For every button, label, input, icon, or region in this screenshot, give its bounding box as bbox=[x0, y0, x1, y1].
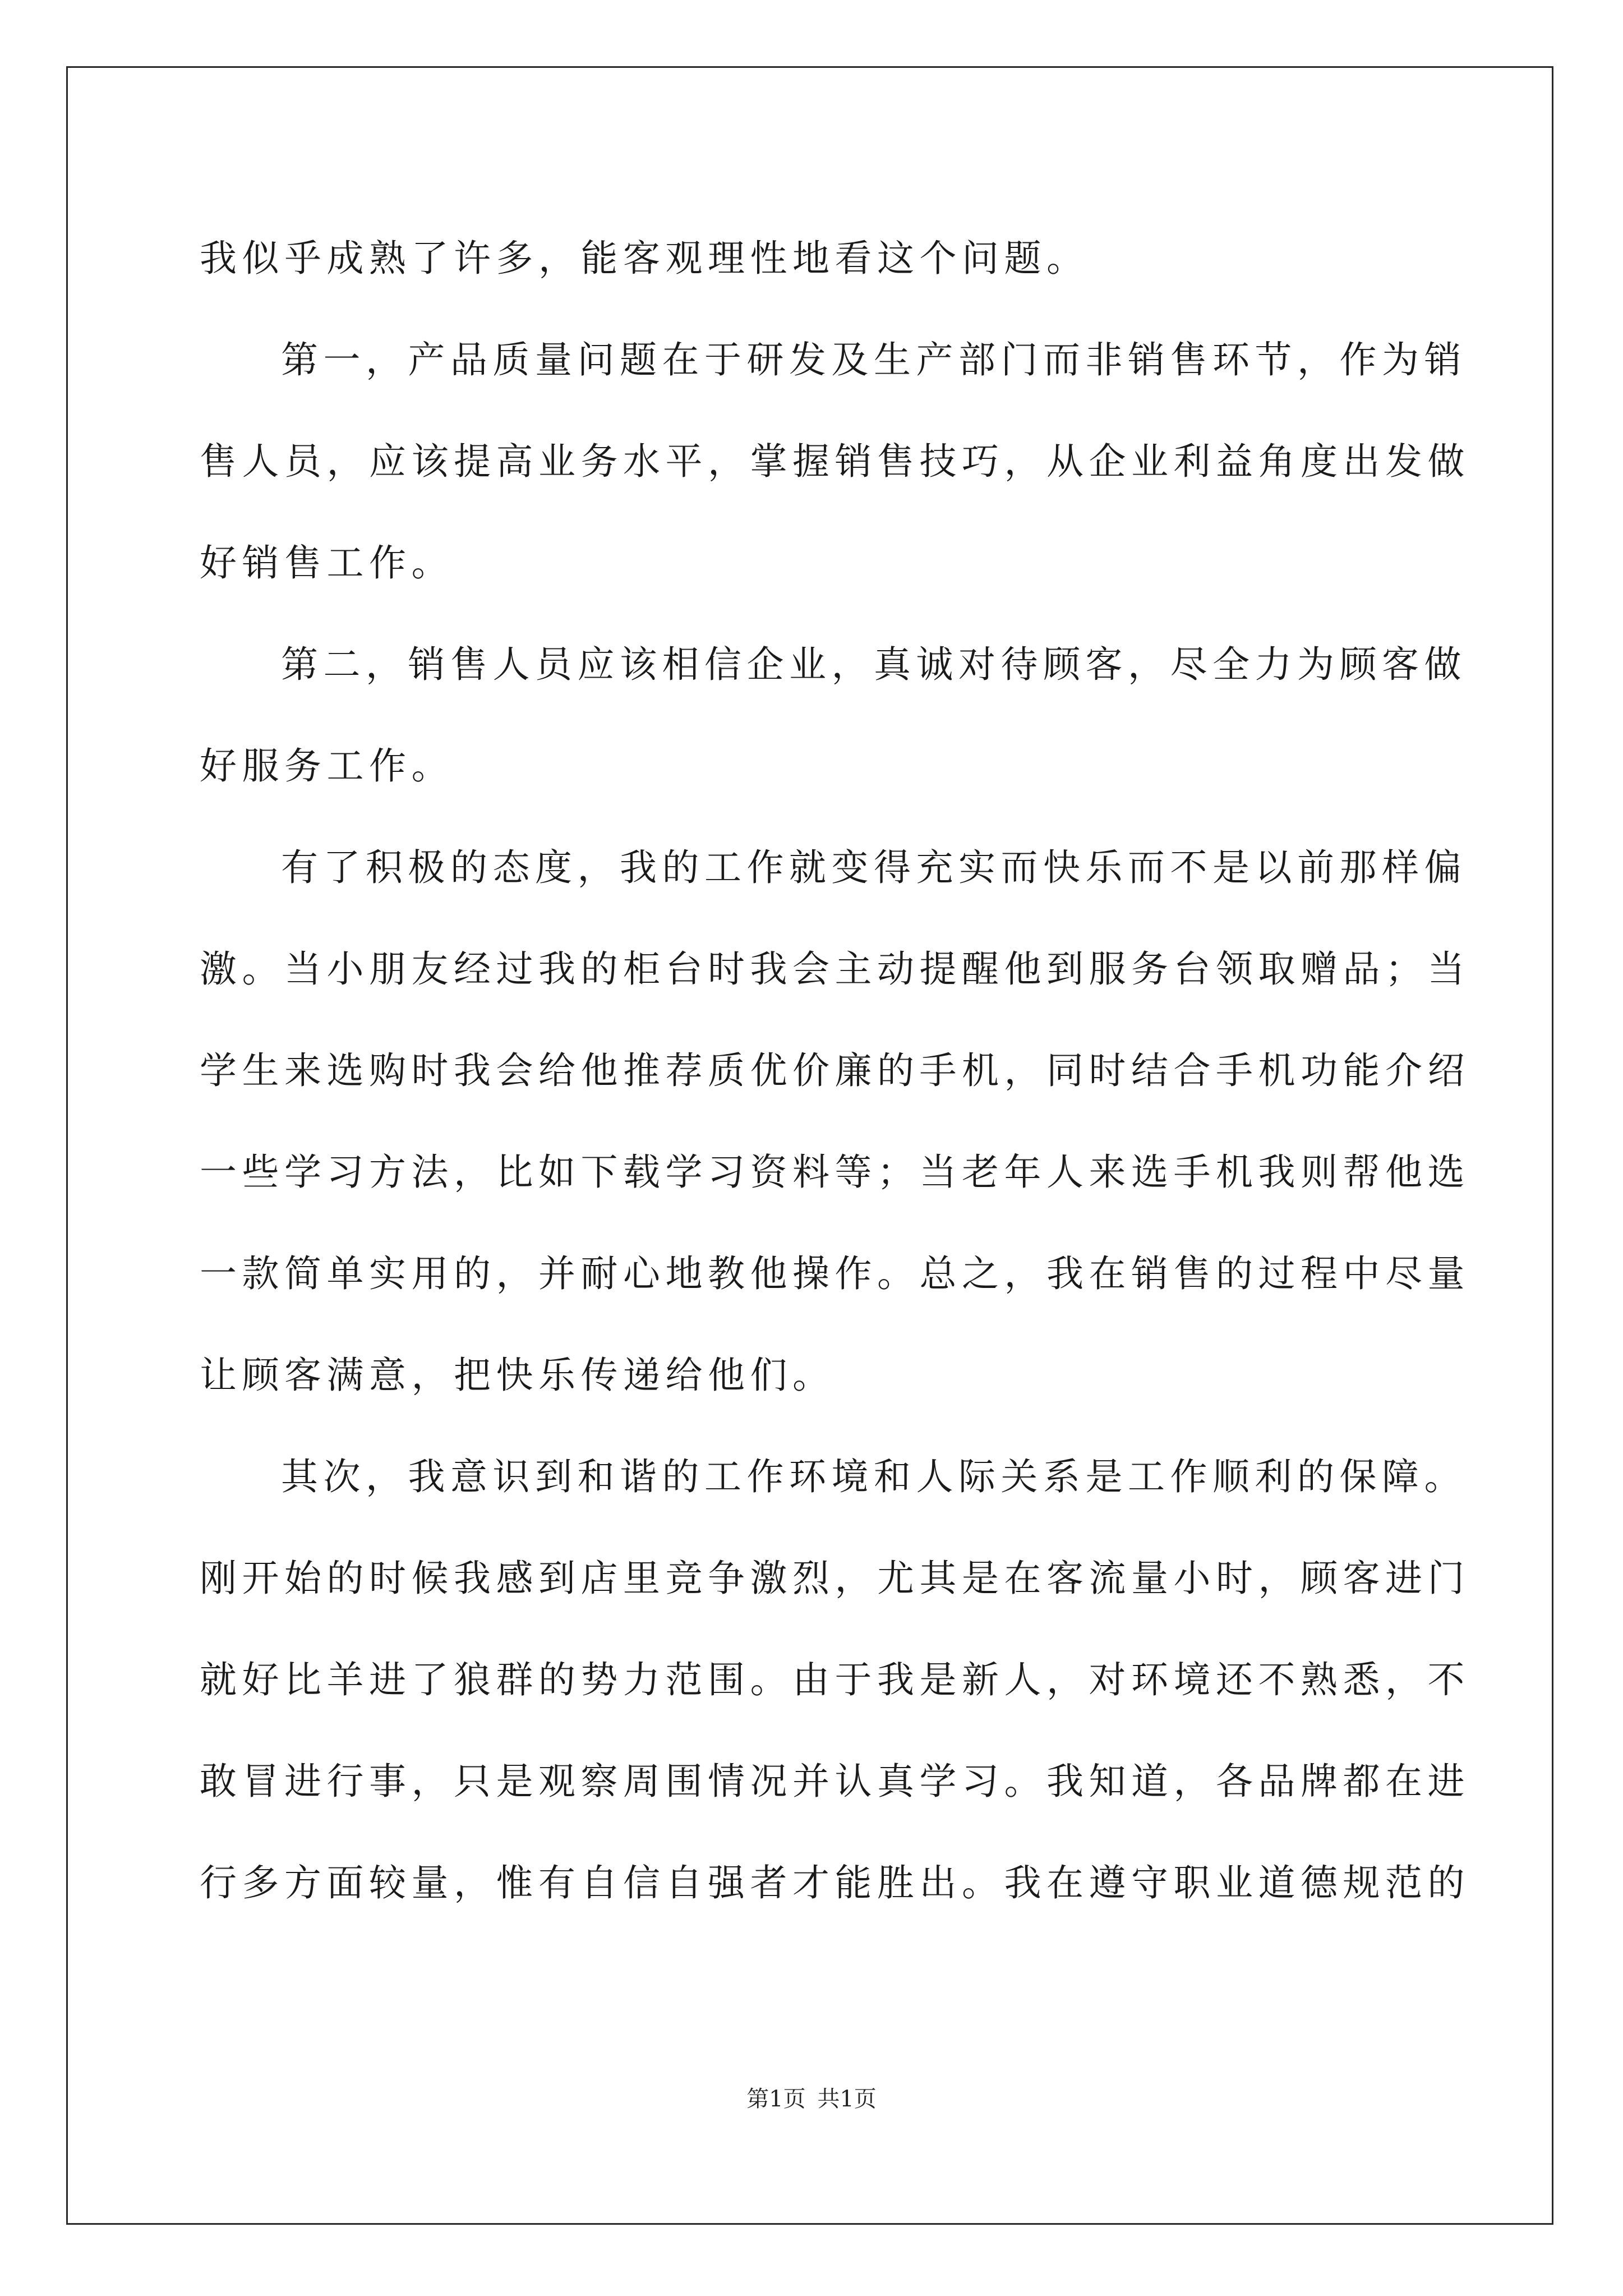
text-line: 好销售工作。 bbox=[200, 541, 454, 585]
text-line: 一些学习方法，比如下载学习资料等；当老年人来选手机我则帮他选 bbox=[200, 1151, 1470, 1194]
text-line: 第一，产品质量问题在于研发及生产部门而非销售环节，作为销 bbox=[281, 338, 1467, 381]
text-line: 好服务工作。 bbox=[200, 744, 454, 788]
text-line: 行多方面较量，惟有自信自强者才能胜出。我在遵守职业道德规范的 bbox=[200, 1861, 1470, 1904]
text-line: 有了积极的态度，我的工作就变得充实而快乐而不是以前那样偏 bbox=[281, 846, 1467, 889]
text-line: 其次，我意识到和谐的工作环境和人际关系是工作顺利的保障。 bbox=[281, 1455, 1467, 1498]
text-line: 敢冒进行事，只是观察周围情况并认真学习。我知道，各品牌都在进 bbox=[200, 1760, 1470, 1803]
text-line: 学生来选购时我会给他推荐质优价廉的手机，同时结合手机功能介绍 bbox=[200, 1049, 1470, 1092]
document-body bbox=[200, 208, 1470, 1934]
text-line: 激。当小朋友经过我的柜台时我会主动提醒他到服务台领取赠品；当 bbox=[200, 947, 1470, 991]
text-line: 一款简单实用的，并耐心地教他操作。总之，我在销售的过程中尽量 bbox=[200, 1252, 1470, 1295]
text-line: 售人员，应该提高业务水平，掌握销售技巧，从企业利益角度出发做 bbox=[200, 440, 1470, 483]
text-line: 就好比羊进了狼群的势力范围。由于我是新人，对环境还不熟悉，不 bbox=[200, 1658, 1470, 1701]
text-line: 第二，销售人员应该相信企业，真诚对待顾客，尽全力为顾客做 bbox=[281, 643, 1467, 686]
page-footer: 第1页 共1页 bbox=[746, 2086, 877, 2112]
text-line: 我似乎成熟了许多，能客观理性地看这个问题。 bbox=[200, 237, 1089, 280]
text-line: 让顾客满意，把快乐传递给他们。 bbox=[200, 1354, 835, 1397]
text-line: 刚开始的时候我感到店里竞争激烈，尤其是在客流量小时，顾客进门 bbox=[200, 1557, 1470, 1600]
